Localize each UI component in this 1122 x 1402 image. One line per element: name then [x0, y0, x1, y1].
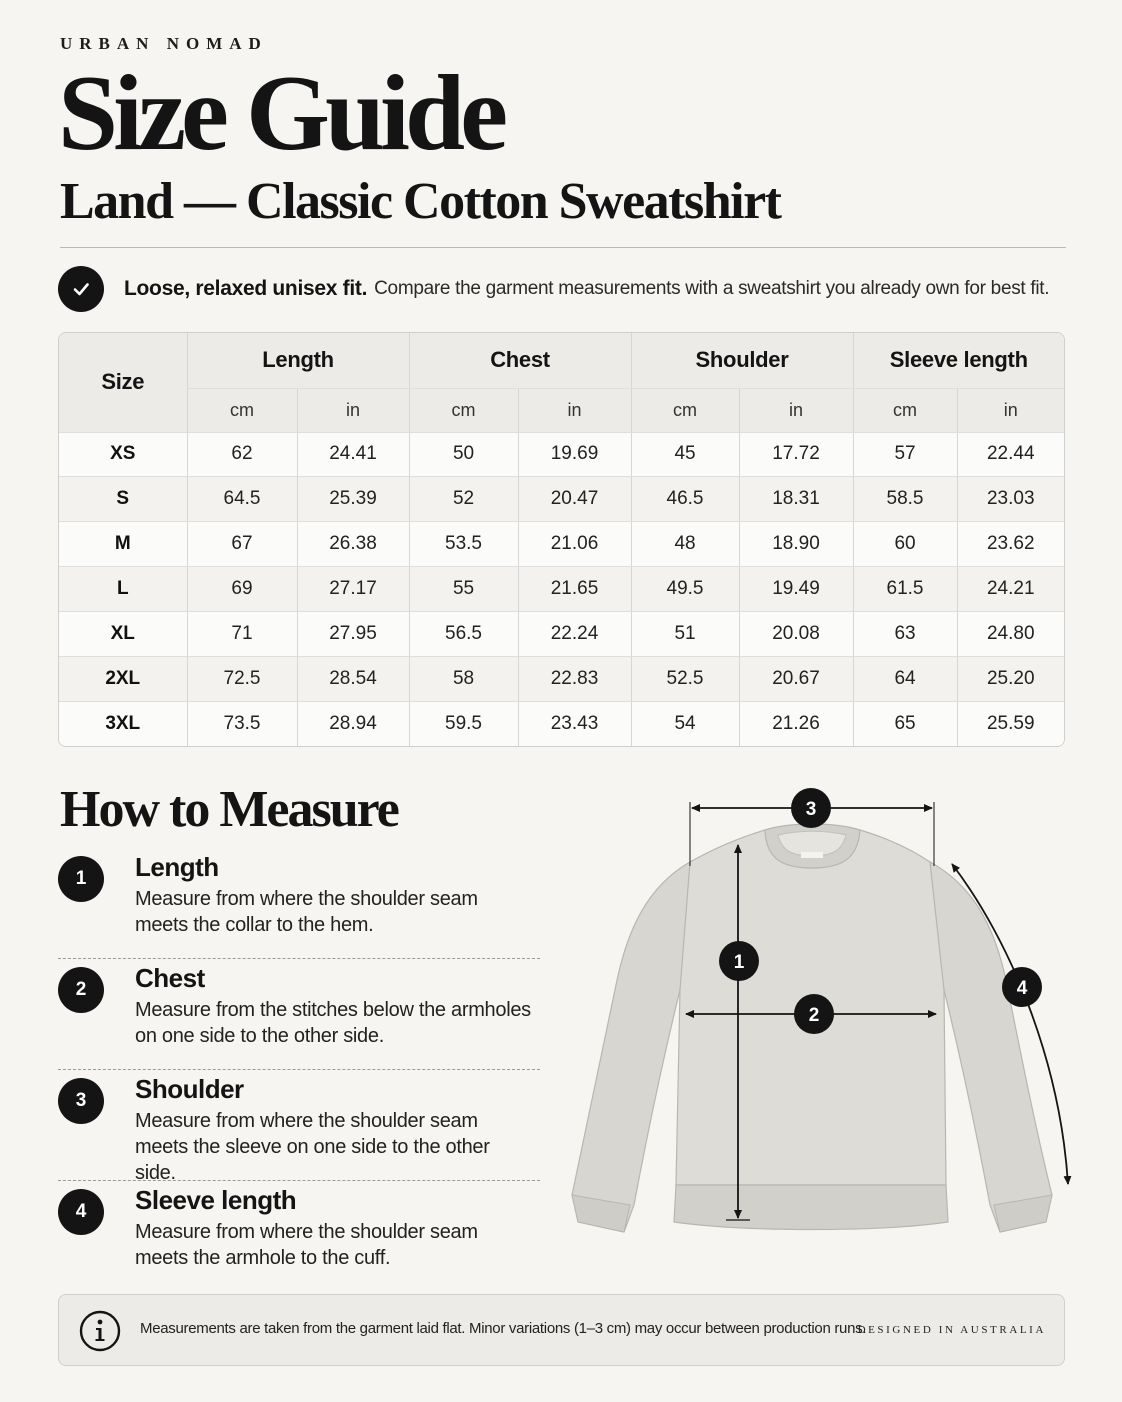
step-shoulder [58, 1070, 540, 1184]
title-divider [60, 247, 1066, 248]
measurement-cell: 24.80 [957, 611, 1064, 656]
measurement-cell: 19.69 [518, 432, 631, 477]
step-description: Measure from the stitches below the armholes on one side to the other side. [135, 999, 531, 1047]
step-number-badge: 2 [58, 967, 104, 1013]
measurement-cell: 60 [853, 522, 957, 567]
measurement-cell: 65 [853, 701, 957, 746]
table-row [59, 611, 1064, 656]
step-title: Sleeve length [135, 1185, 297, 1215]
measurement-cell: 46.5 [631, 477, 739, 522]
measurement-cell: 49.5 [631, 567, 739, 612]
measurement-cell: 17.72 [739, 432, 853, 477]
fit-description: Compare the garment measurements with a sweatshirt you already own for best fit. [374, 278, 1050, 299]
measurement-cell: 62 [187, 432, 297, 477]
measurement-cell: 25.59 [957, 701, 1064, 746]
size-label: L [59, 567, 187, 612]
measurement-cell: 22.44 [957, 432, 1064, 477]
svg-text:4: 4 [1016, 978, 1028, 999]
measurement-cell: 71 [187, 611, 297, 656]
measurement-cell: 58.5 [853, 477, 957, 522]
measurement-cell: 25.39 [297, 477, 409, 522]
measurement-cell: 63 [853, 611, 957, 656]
size-column-header: Size [59, 333, 187, 432]
step-title: Length [135, 852, 219, 882]
measurement-cell: 48 [631, 522, 739, 567]
step-sleeve-length [58, 1181, 540, 1292]
marker-3-badge [791, 788, 831, 828]
measure-steps [58, 848, 540, 1292]
product-subtitle: Land — Classic Cotton Sweatshirt [60, 173, 781, 230]
size-label: 3XL [59, 701, 187, 746]
measurement-cell: 57 [853, 432, 957, 477]
step-number-badge: 3 [58, 1078, 104, 1124]
measurement-cell: 69 [187, 567, 297, 612]
measurement-cell: 28.94 [297, 701, 409, 746]
size-label: M [59, 522, 187, 567]
svg-text:3: 3 [805, 799, 817, 820]
measurement-cell: 27.95 [297, 611, 409, 656]
measurement-cell: 45 [631, 432, 739, 477]
measurement-cell: 53.5 [409, 522, 518, 567]
step-number-badge: 1 [58, 856, 104, 902]
svg-text:2: 2 [808, 1005, 820, 1026]
brand-name: URBAN NOMAD [60, 34, 268, 53]
unit-header: in [957, 388, 1064, 432]
measurement-cell: 58 [409, 656, 518, 701]
table-row [59, 477, 1064, 522]
table-row [59, 522, 1064, 567]
measurement-cell: 67 [187, 522, 297, 567]
measurement-cell: 59.5 [409, 701, 518, 746]
measurement-cell: 22.83 [518, 656, 631, 701]
measurement-cell: 20.67 [739, 656, 853, 701]
size-label: XL [59, 611, 187, 656]
step-length [58, 848, 540, 959]
measurement-cell: 23.62 [957, 522, 1064, 567]
shoulder-header: Shoulder [631, 333, 853, 388]
unit-header: in [297, 388, 409, 432]
page-title: Size Guide [58, 54, 504, 173]
measurement-cell: 28.54 [297, 656, 409, 701]
size-table [58, 332, 1065, 747]
measurement-cell: 21.26 [739, 701, 853, 746]
measurement-cell: 51 [631, 611, 739, 656]
measurement-cell: 18.90 [739, 522, 853, 567]
measurement-cell: 72.5 [187, 656, 297, 701]
check-icon [58, 266, 104, 312]
fit-headline: Loose, relaxed unisex fit. [124, 277, 368, 300]
how-to-measure-title: How to Measure [60, 781, 398, 838]
step-description: Measure from where the shoulder seam meets the armhole to the cuff. [135, 1221, 478, 1269]
marker-1-badge [719, 941, 759, 981]
measurement-cell: 23.43 [518, 701, 631, 746]
measurement-cell: 50 [409, 432, 518, 477]
measurement-cell: 26.38 [297, 522, 409, 567]
measurement-cell: 56.5 [409, 611, 518, 656]
fit-note [58, 266, 1049, 312]
unit-header: in [739, 388, 853, 432]
step-title: Chest [135, 963, 205, 993]
size-label: 2XL [59, 656, 187, 701]
step-description: Measure from where the shoulder seam meets the sleeve on one side to the other side. [135, 1110, 490, 1184]
unit-header: cm [409, 388, 518, 432]
measurement-cell: 24.41 [297, 432, 409, 477]
measurement-cell: 19.49 [739, 567, 853, 612]
sleeve-length-header: Sleeve length [853, 333, 1064, 388]
length-header: Length [187, 333, 409, 388]
measurement-cell: 52 [409, 477, 518, 522]
svg-text:1: 1 [733, 952, 745, 973]
info-icon [78, 1309, 122, 1358]
footer-text: Measurements are taken from the garment laid flat. Minor variations (1–3 cm) may occur between production runs. [140, 1320, 867, 1337]
unit-header: in [518, 388, 631, 432]
measurement-cell: 18.31 [739, 477, 853, 522]
measurement-cell: 55 [409, 567, 518, 612]
step-title: Shoulder [135, 1074, 244, 1104]
measurement-cell: 27.17 [297, 567, 409, 612]
measurement-cell: 73.5 [187, 701, 297, 746]
measurement-cell: 21.65 [518, 567, 631, 612]
step-chest [58, 959, 540, 1070]
measurement-cell: 52.5 [631, 656, 739, 701]
measurement-cell: 64 [853, 656, 957, 701]
measurement-cell: 24.21 [957, 567, 1064, 612]
measurement-cell: 20.47 [518, 477, 631, 522]
step-description: Measure from where the shoulder seam meets the collar to the hem. [135, 888, 478, 936]
table-row [59, 656, 1064, 701]
marker-4-badge [1002, 967, 1042, 1007]
unit-header: cm [187, 388, 297, 432]
measurement-cell: 61.5 [853, 567, 957, 612]
step-number-badge: 4 [58, 1189, 104, 1235]
measurement-cell: 25.20 [957, 656, 1064, 701]
measurement-cell: 54 [631, 701, 739, 746]
measurement-cell: 20.08 [739, 611, 853, 656]
measurement-cell: 22.24 [518, 611, 631, 656]
table-row [59, 701, 1064, 746]
footer-note [58, 1294, 1065, 1366]
size-label: XS [59, 432, 187, 477]
marker-2-badge [794, 994, 834, 1034]
measurement-cell: 64.5 [187, 477, 297, 522]
table-row [59, 432, 1064, 477]
size-label: S [59, 477, 187, 522]
sweatshirt-diagram [560, 780, 1080, 1240]
table-row [59, 567, 1064, 612]
unit-header: cm [853, 388, 957, 432]
measurement-cell: 23.03 [957, 477, 1064, 522]
footer-tag: DESIGNED IN AUSTRALIA [857, 1324, 1046, 1336]
measurement-cell: 21.06 [518, 522, 631, 567]
unit-header: cm [631, 388, 739, 432]
chest-header: Chest [409, 333, 631, 388]
